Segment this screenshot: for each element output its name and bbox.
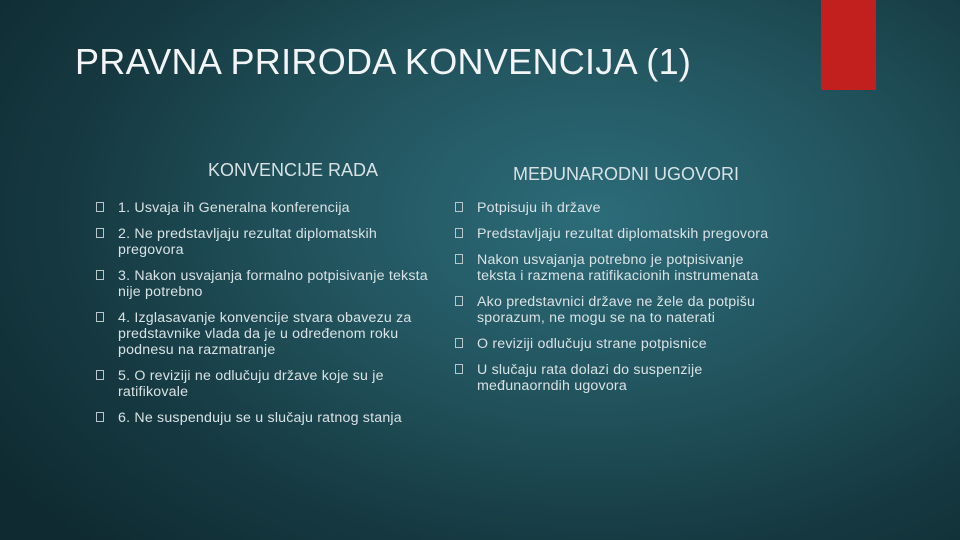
list-item-text: 3. Nakon usvajanja formalno potpisivanje teksta nije potrebno <box>118 268 428 300</box>
bullet-icon <box>455 202 463 212</box>
list-item <box>96 226 436 258</box>
accent-bar <box>821 0 876 90</box>
konvencije-rada-list <box>96 200 436 426</box>
list-item-text: 5. O reviziji ne odlučuju države koje su je ratifikovale <box>118 368 384 400</box>
bullet-icon <box>455 338 463 348</box>
column-heading-medjunarodni-ugovori: MEĐUNARODNI UGOVORI <box>513 164 740 184</box>
list-item <box>455 252 775 284</box>
bullet-icon <box>96 270 104 280</box>
list-item <box>96 410 436 426</box>
list-item-text: Predstavljaju rezultat diplomatskih pregovora <box>477 226 769 242</box>
list-item-text: U slučaju rata dolazi do suspenzije međunaorndih ugovora <box>477 362 703 394</box>
list-item-text: Nakon usvajanja potrebno je potpisivanje teksta i razmena ratifikacionih instrumenata <box>477 252 759 284</box>
bullet-icon <box>96 412 104 422</box>
bullet-icon <box>455 254 463 264</box>
bullet-icon <box>455 228 463 238</box>
bullet-icon <box>96 228 104 238</box>
list-item <box>455 362 775 394</box>
list-item <box>96 200 436 216</box>
bullet-icon <box>96 202 104 212</box>
list-item-text: Potpisuju ih države <box>477 200 601 216</box>
page-title: PRAVNA PRIRODA KONVENCIJA (1) <box>75 41 692 82</box>
list-item <box>455 200 775 216</box>
column-heading-konvencije-rada: KONVENCIJE RADA <box>208 160 379 180</box>
bullet-icon <box>96 370 104 380</box>
list-item-text: 2. Ne predstavljaju rezultat diplomatskih pregovora <box>118 226 377 258</box>
list-item-text: 1. Usvaja ih Generalna konferencija <box>118 200 350 216</box>
list-item-text: O reviziji odlučuju strane potpisnice <box>477 336 707 352</box>
medjunarodni-ugovori-list <box>455 200 775 394</box>
list-item-text: 4. Izglasavanje konvencije stvara obavezu za predstavnike vlada da je u određenom roku podnesu na razmatranje <box>118 310 412 358</box>
list-item <box>455 226 775 242</box>
list-item <box>455 336 775 352</box>
list-item <box>96 310 436 358</box>
bullet-icon <box>455 364 463 374</box>
bullet-icon <box>96 312 104 322</box>
bullet-icon <box>455 296 463 306</box>
list-item <box>455 294 775 326</box>
list-item-text: Ako predstavnici države ne žele da potpišu sporazum, ne mogu se na to naterati <box>477 294 756 326</box>
list-item <box>96 268 436 300</box>
list-item-text: 6. Ne suspenduju se u slučaju ratnog stanja <box>118 410 402 426</box>
list-item <box>96 368 436 400</box>
